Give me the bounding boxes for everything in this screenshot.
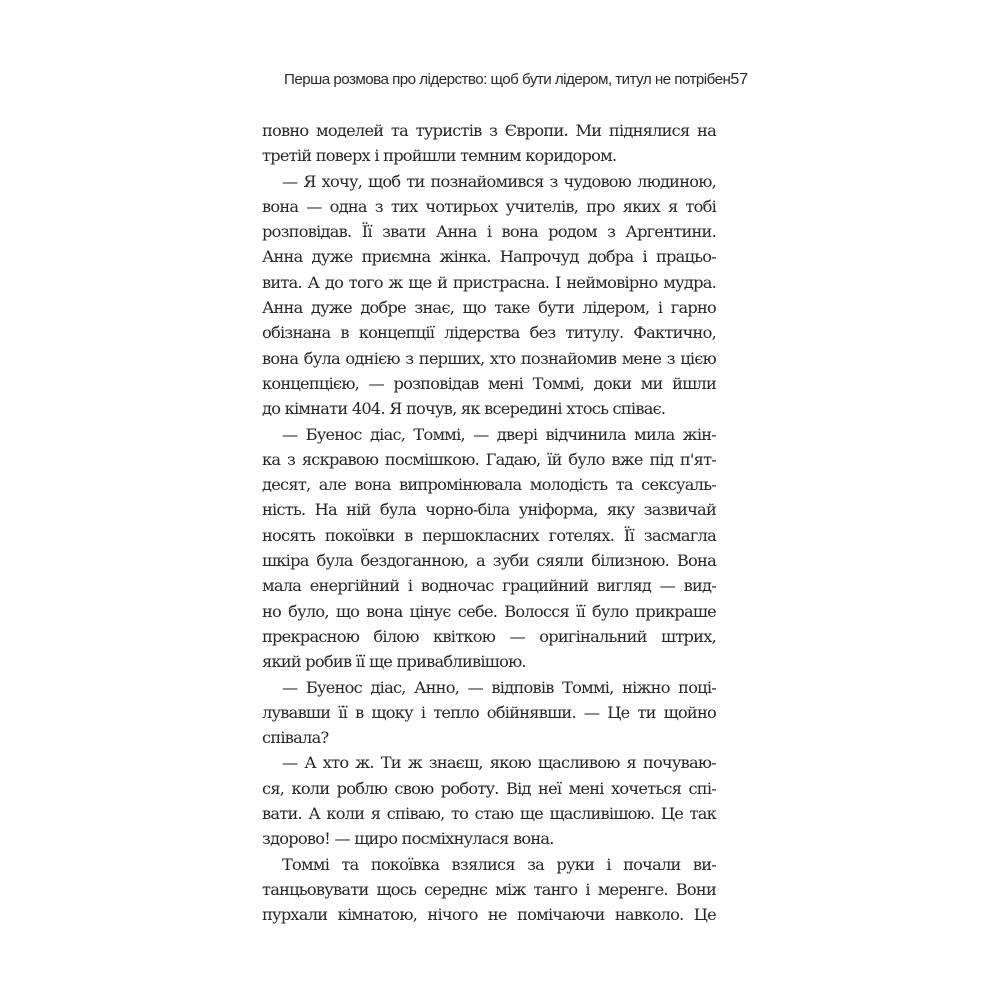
- text-line: Томмі та покоївка взялися за руки і почали ви-: [282, 854, 716, 874]
- text-line: вона була однією з перших, хто познайомив мене з цією: [262, 348, 716, 368]
- text-line: ність. На ній була чорно-біла уніформа, яку зазвичай: [262, 500, 716, 520]
- text-line: мала енергійний і водночас грацийний вигляд — вид-: [262, 576, 716, 596]
- text-line: но було, що вона цінує себе. Волосся її було прикраше: [262, 601, 716, 621]
- body-text: [262, 118, 716, 928]
- text-line: розповідав. Її звати Анна і вона родом з Аргентини.: [262, 222, 716, 242]
- text-line: ка з яскравою посмішкою. Гадаю, їй було вже під п'ят-: [262, 449, 716, 469]
- text-line: Анна дуже добре знає, що таке бути лідером, і гарно: [262, 298, 716, 318]
- text-line: обізнана в концепції лідерства без титулу. Фактично,: [262, 323, 716, 343]
- text-line: — Буенос діас, Томмі, — двері відчинила мила жін-: [282, 424, 716, 444]
- text-line: шкіра була бездоганною, а зуби сяяли білизною. Вона: [262, 551, 716, 571]
- text-line: прекрасною білою квіткою — оригінальний штрих,: [262, 626, 716, 646]
- text-line: повно моделей та туристів з Європи. Ми піднялися на: [262, 121, 716, 140]
- page-number: 57: [730, 71, 749, 88]
- text-line: який робив її ще привабливішою.: [262, 652, 526, 672]
- running-title: Перша розмова про лідерство: щоб бути лідером, титул не потрібен: [284, 71, 731, 88]
- text-line: носять покоївки в першокласних готелях. Її засмагла: [262, 525, 716, 545]
- text-line: до кімнати 404. Я почув, як всередині хтось співає.: [262, 399, 666, 419]
- text-line: десят, але вона випромінювала молодість та сексуаль-: [262, 475, 716, 495]
- text-line: третій поверх і пройшли темним коридором.: [262, 146, 617, 166]
- text-line: — Буенос діас, Анно, — відповів Томмі, ніжно поці-: [282, 677, 716, 697]
- text-line: танцьовувати щось середнє між танго і меренге. Вони: [262, 879, 716, 899]
- text-line: — А хто ж. Ти ж знаєш, якою щасливою я почуваю-: [282, 753, 716, 773]
- text-line: концепцією, — розповідав мені Томмі, доки ми йшли: [262, 373, 716, 393]
- text-line: лувавши її в щоку і тепло обійнявши. — Це ти щойно: [262, 702, 716, 722]
- text-line: вона — одна з тих чотирьох учителів, про яких я тобі: [262, 196, 716, 216]
- text-line: співала?: [262, 728, 329, 748]
- text-line: здорово! — щиро посміхнулася вона.: [262, 829, 554, 849]
- text-line: вати. А коли я співаю, то стаю ще щасливішою. Це так: [262, 804, 716, 824]
- text-line: ся, коли роблю свою роботу. Від неї мені хочеться спі-: [262, 778, 716, 798]
- text-line: Анна дуже приємна жінка. Напрочуд добра і працьо-: [262, 247, 716, 267]
- text-line: пурхали кімнатою, нічого не помічаючи навколо. Це: [262, 905, 716, 925]
- text-line: — Я хочу, щоб ти познайомився з чудовою людиною,: [282, 171, 716, 191]
- text-line: вита. А до того ж ще й пристрасна. І неймовірно мудра.: [262, 272, 716, 292]
- running-header: [284, 71, 749, 97]
